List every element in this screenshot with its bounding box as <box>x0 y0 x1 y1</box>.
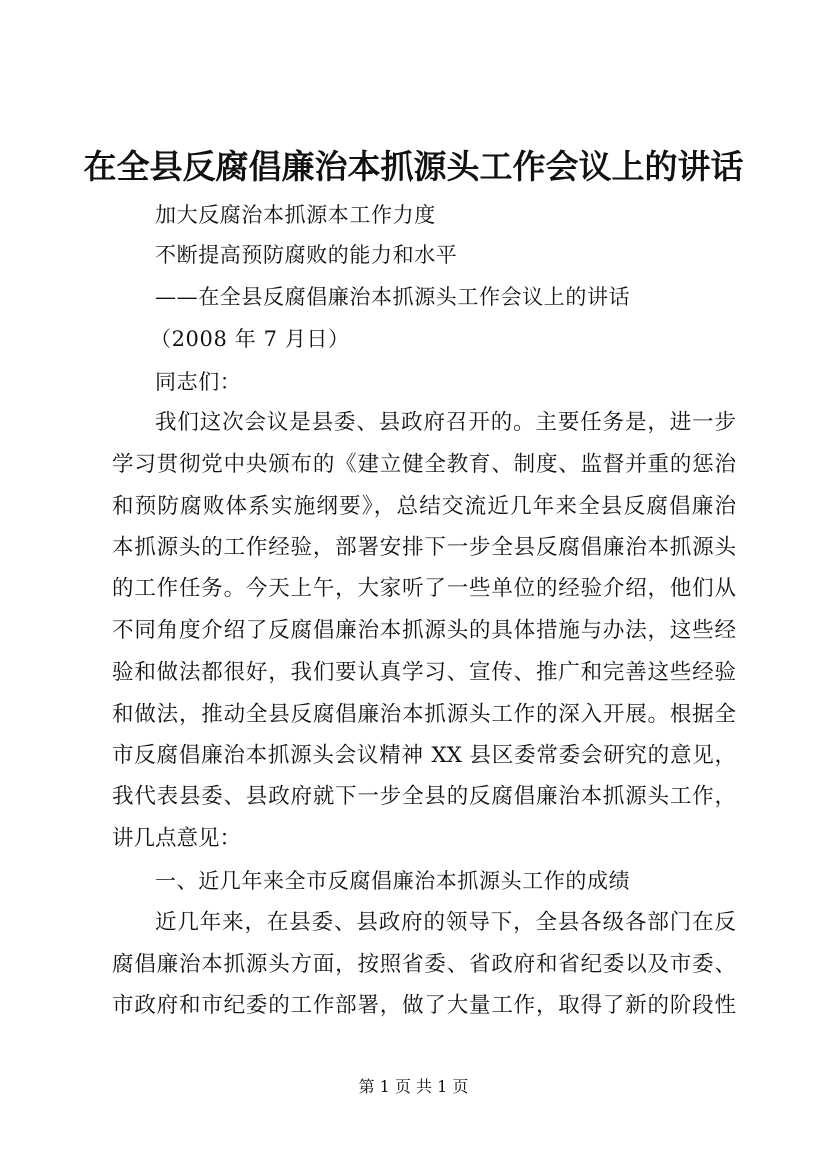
paragraph-line: 市反腐倡廉治本抓源头会议精神 XX 县区委常委会研究的意见， <box>112 743 736 768</box>
subtitle-line: ——在全县反腐倡廉治本抓源头工作会议上的讲话 <box>155 285 631 309</box>
paragraph-line: 验和做法都很好，我们要认真学习、宣传、推广和完善这些经验 <box>112 660 736 685</box>
paragraph-line: 和做法，推动全县反腐倡廉治本抓源头工作的深入开展。根据全 <box>112 702 736 727</box>
paragraph-line: 不同角度介绍了反腐倡廉治本抓源头的具体措施与办法，这些经 <box>112 618 736 643</box>
paragraph-line: 讲几点意见： <box>112 826 242 851</box>
page-footer: 第 1 页 共 1 页 <box>358 1077 469 1096</box>
paragraph-line: 我代表县委、县政府就下一步全县的反腐倡廉治本抓源头工作， <box>112 784 736 809</box>
paragraph-line: 学习贯彻党中央颁布的《建立健全教育、制度、监督并重的惩治 <box>112 452 736 477</box>
subtitle-line: 不断提高预防腐败的能力和水平 <box>155 243 458 267</box>
paragraph-line: 近几年来，在县委、县政府的领导下，全县各级各部门在反 <box>155 910 736 935</box>
paragraph-line: 的工作任务。今天上午，大家听了一些单位的经验介绍，他们从 <box>112 576 736 601</box>
salutation: 同志们： <box>155 370 242 394</box>
document-title: 在全县反腐倡廉治本抓源头工作会议上的讲话 <box>83 147 744 186</box>
paragraph-line: 腐倡廉治本抓源头方面，按照省委、省政府和省纪委以及市委、 <box>112 952 736 977</box>
paragraph-line: 和预防腐败体系实施纲要》，总结交流近几年来全县反腐倡廉治 <box>112 494 736 519</box>
date-line: （2008 年 7 月日） <box>150 327 350 351</box>
section-heading: 一、近几年来全市反腐倡廉治本抓源头工作的成绩 <box>155 869 631 893</box>
subtitle-line: 加大反腐治本抓源本工作力度 <box>155 203 436 227</box>
paragraph-line: 市政府和市纪委的工作部署，做了大量工作，取得了新的阶段性 <box>112 993 736 1018</box>
paragraph-line: 本抓源头的工作经验，部署安排下一步全县反腐倡廉治本抓源头 <box>112 535 736 560</box>
paragraph-line: 我们这次会议是县委、县政府召开的。主要任务是，进一步 <box>155 410 736 435</box>
